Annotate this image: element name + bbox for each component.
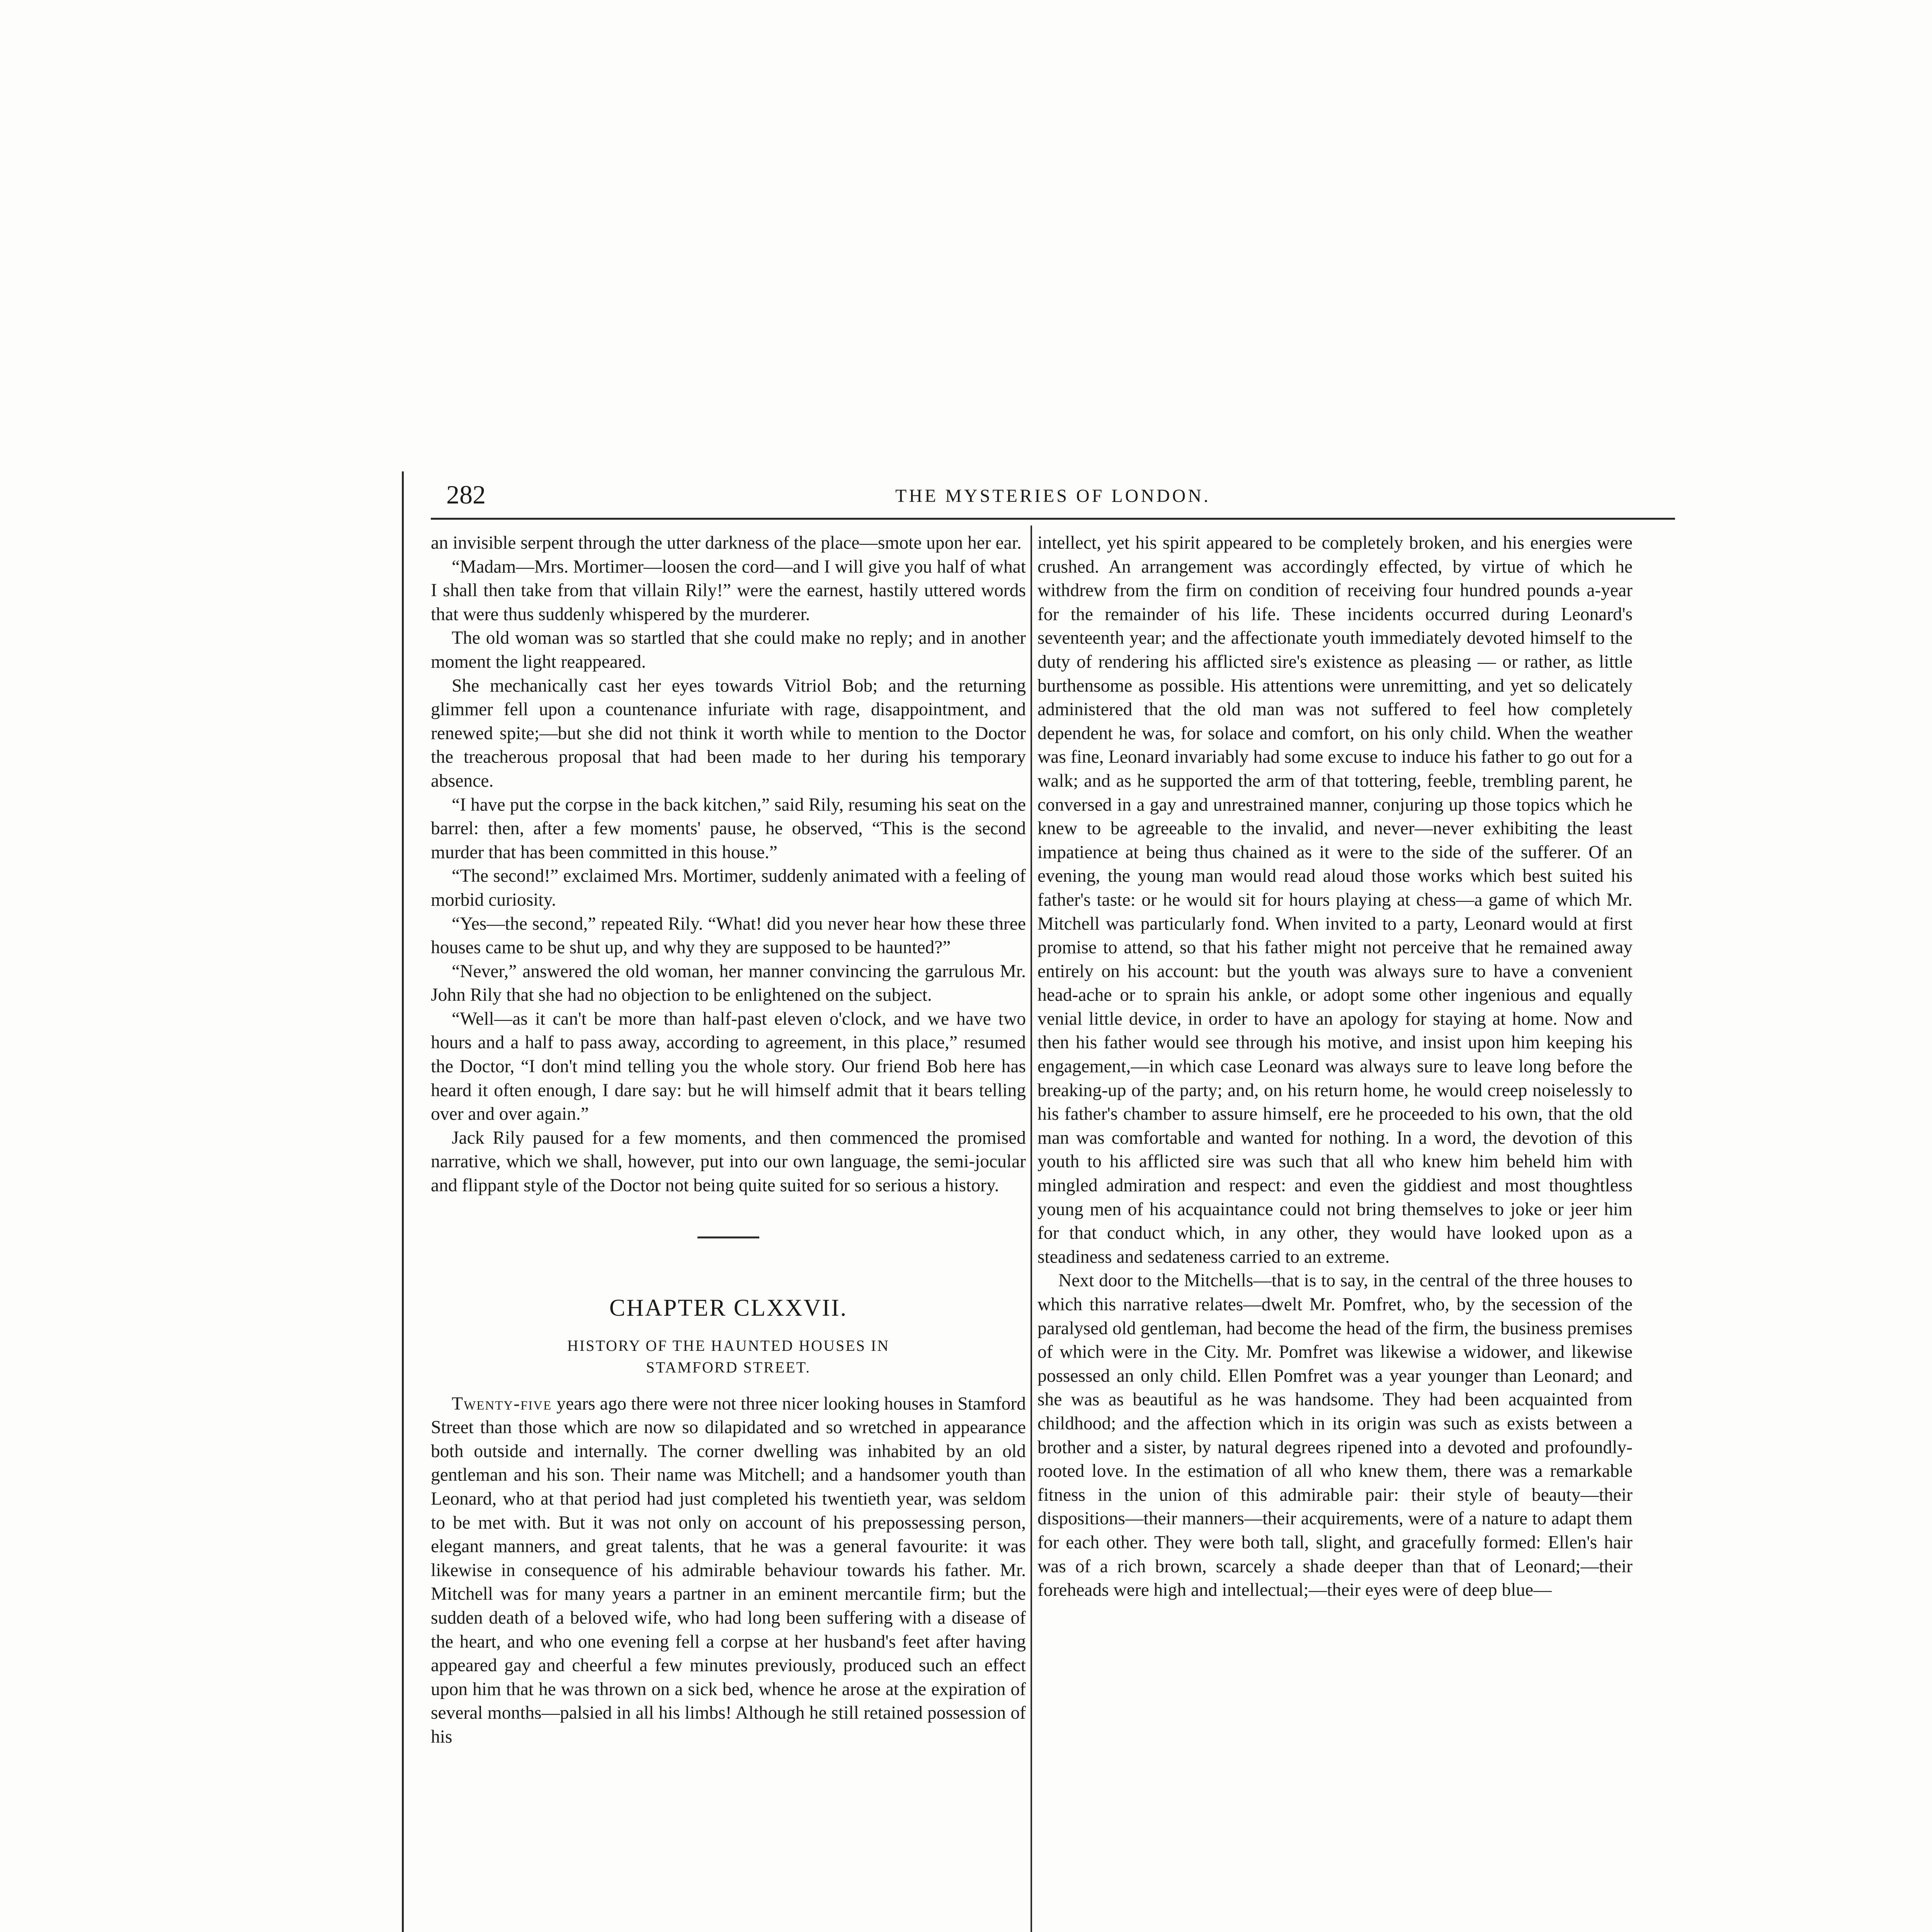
running-title: THE MYSTERIES OF LONDON. xyxy=(895,486,1211,506)
paragraph: “The second!” exclaimed Mrs. Mortimer, suddenly animated with a feeling of morbid curiosity. xyxy=(431,866,1026,910)
page-header xyxy=(431,475,1675,520)
document-page xyxy=(402,471,1675,1932)
paragraph: The old woman was so startled that she could make no reply; and in another moment the light reappeared. xyxy=(431,628,1026,672)
right-column xyxy=(1037,531,1633,1932)
chapter-subtitle-line-2: STAMFORD STREET. xyxy=(646,1358,811,1376)
chapter-subtitle xyxy=(431,1335,1026,1378)
paragraph: intellect, yet his spirit appeared to be completely broken, and his energies were crushed. An arrangement was accordingly effected, by virtue of which he withdrew from the firm on condition of receiving four hundred pounds a-year for the remainder of his life. These incidents occurred during Leonard's seventeenth year; and the affectionate youth immediately devoted himself to the duty of rendering his afflicted sire's existence as pleasing — or rather, as little burthensome as possible. His attentions were unremitting, and yet so delicately administered that the old man was not suffered to feel how completely dependent he was, for solace and comfort, on his only child. When the weather was fine, Leonard invariably had some excuse to induce his father to go out for a walk; and as he supported the arm of that tottering, feeble, trembling parent, he conversed in a gay and unrestrained manner, conjuring up those topics which he knew to be agreeable to the invalid, and never—never exhibiting the least impatience at being thus chained as it were to the side of the sufferer. Of an evening, the young man would read aloud those works which best suited his father's taste: or he would sit for hours playing at chess—a game of which Mr. Mitchell was particularly fond. When invited to a party, Leonard would at first promise to attend, so that his father might not perceive that he remained away entirely on his account: but the youth was always sure to have a convenient head-ache or to sprain his ankle, or adopt some other ingenious and equally venial little device, in order to have an apology for staying at home. Now and then his father would see through his motive, and insist upon him keeping his engagement,—in which case Leonard was always sure to leave long before the breaking-up of the party; and, on his return home, he would creep noiselessly to his father's chamber to assure himself, ere he proceeded to his own, that the old man was comfortable and wanted for nothing. In a word, the devotion of this youth to his afflicted sire was such that all who knew him beheld him with mingled admiration and respect: and even the giddiest and most thoughtless young men of his acquaintance could not bring themselves to joke or jeer him for that conduct which, in any other, they would have looked upon as a steadiness and sedateness carried to an extreme. xyxy=(1037,533,1633,1267)
chapter-opening-paragraph xyxy=(431,1392,1026,1749)
paragraph: an invisible serpent through the utter darkness of the place—smote upon her ear. xyxy=(431,533,1022,553)
chapter-title: CHAPTER CLXXVII. xyxy=(609,1294,848,1321)
paragraph: “Never,” answered the old woman, her manner convincing the garrulous Mr. John Rily that she had no objection to be enlightened on the subject. xyxy=(431,961,1026,1005)
paragraph: Next door to the Mitchells—that is to say, in the central of the three houses to which this narrative relates—dwelt Mr. Pomfret, who, by the secession of the paralysed old gentleman, had become the head of the firm, the business premises of which were in the City. Mr. Pomfret was likewise a widower, and likewise possessed an only child. Ellen Pomfret was a year younger than Leonard; and she was as beautiful as he was handsome. They had been acquainted from childhood; and the affection which in its origin was such as exists between a brother and a sister, by natural degrees ripened into a devoted and profoundly-rooted love. In the estimation of all who knew them, there was a remarkable fitness in the union of this admirable pair: their style of beauty—their dispositions—their manners—their acquirements, were of a nature to adapt them for each other. They were both tall, slight, and gracefully formed: Ellen's hair was of a rich brown, scarcely a shade deeper than that of Leonard;—their foreheads were high and intellectual;—their eyes were of deep blue— xyxy=(1037,1270,1633,1600)
page-number: 282 xyxy=(446,480,486,509)
section-divider xyxy=(697,1236,759,1238)
chapter-lead-word: Twenty-five xyxy=(452,1393,552,1414)
paragraph: Jack Rily paused for a few moments, and then commenced the promised narrative, which we shall, however, put into our own language, the semi-jocular and flippant style of the Doctor not being quite suited for so serious a history. xyxy=(431,1128,1026,1196)
chapter-opening-text: years ago there were not three nicer looking houses in Stamford Street than those which are now so dilapidated and so wretched in appearance both outside and internally. The corner dwelling was inhabited by an old gentleman and his son. Their name was Mitchell; and a handsomer youth than Leonard, who at that period had just completed his twentieth year, was seldom to be met with. But it was not only on account of his prepossessing person, elegant manners, and great talents, that he was a general favourite: it was likewise in consequence of his admirable behaviour towards his father. Mr. Mitchell was for many years a partner in an eminent mercantile firm; but the sudden death of a beloved wife, who had long been suffering with a disease of the heart, and who one evening fell a corpse at her husband's feet after having appeared gay and cheerful a few minutes previously, produced such an effect upon him that he was thrown on a sick bed, whence he arose at the expiration of several months—palsied in all his limbs! Although he still retained possession of his xyxy=(431,1393,1026,1747)
column-divider xyxy=(1031,526,1032,1932)
paragraph: “Yes—the second,” repeated Rily. “What! did you never hear how these three houses came to be shut up, and why they are supposed to be haunted?” xyxy=(431,913,1026,958)
paragraph: “Madam—Mrs. Mortimer—loosen the cord—and I will give you half of what I shall then take from that villain Rily!” were the earnest, hastily uttered words that were thus suddenly whispered by the murderer. xyxy=(431,556,1026,624)
paragraph: She mechanically cast her eyes towards Vitriol Bob; and the returning glimmer fell upon a countenance infuriate with rage, disappointment, and renewed spite;—but she did not think it worth while to mention to the Doctor the treacherous proposal that had been made to her during his temporary absence. xyxy=(431,675,1026,791)
paragraph: “Well—as it can't be more than half-past eleven o'clock, and we have two hours and a half to pass away, according to agreement, in this place,” resumed the Doctor, “I don't mind telling you the whole story. Our friend Bob here has heard it often enough, I dare say: but he will himself admit that it bears telling over and over again.” xyxy=(431,1009,1026,1124)
paragraph: “I have put the corpse in the back kitchen,” said Rily, resuming his seat on the barrel: then, after a few moments' pause, he observed, “This is the second murder that has been committed in this house.” xyxy=(431,794,1026,862)
chapter-subtitle-line-1: HISTORY OF THE HAUNTED HOUSES IN xyxy=(567,1337,890,1354)
left-column xyxy=(431,531,1026,1932)
